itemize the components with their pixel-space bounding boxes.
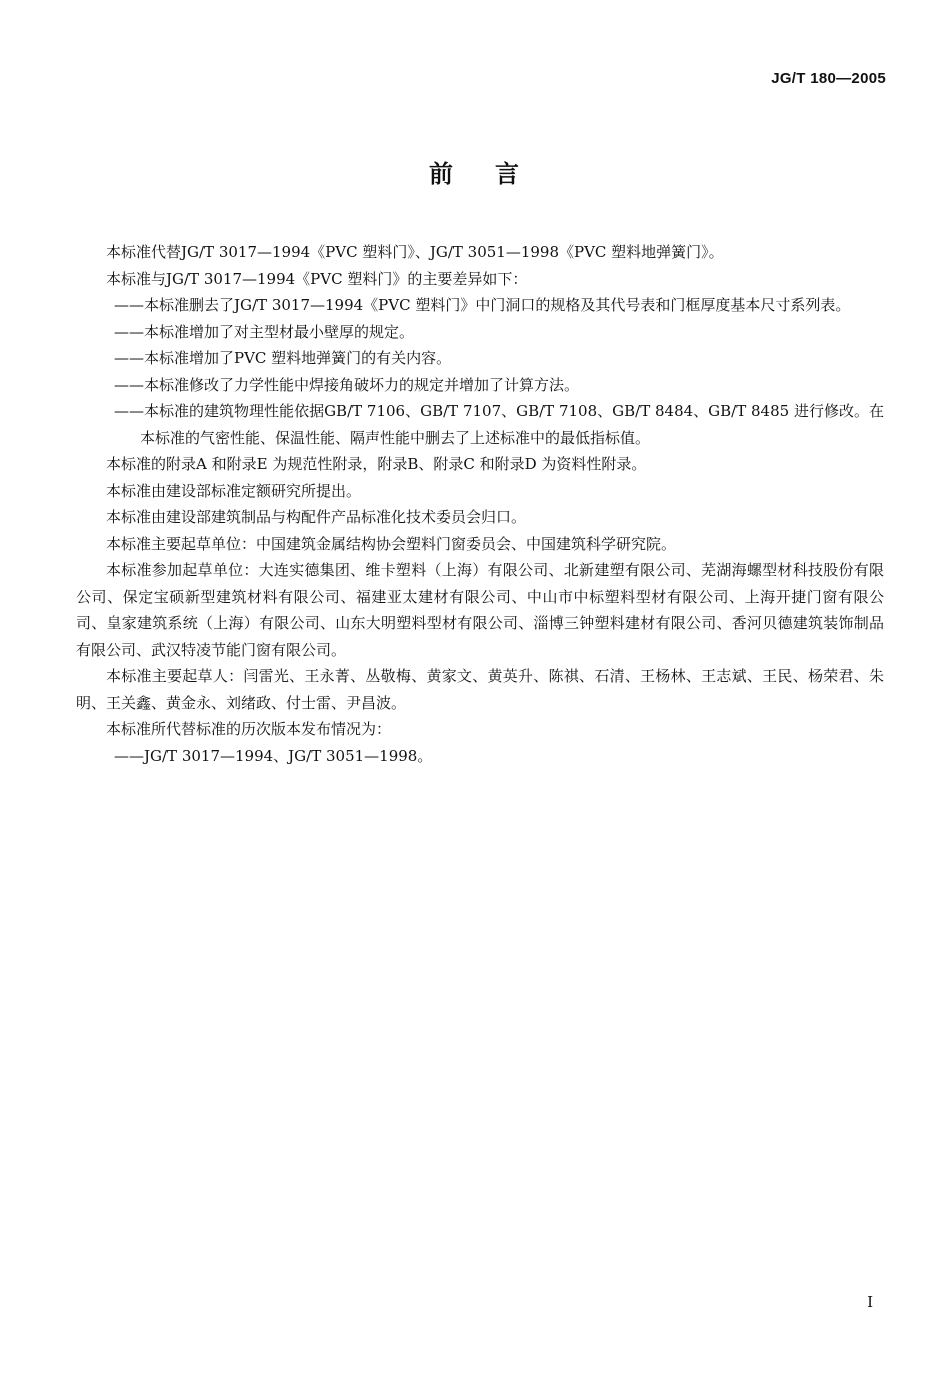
paragraph-main-drafting-units: 本标准主要起草单位：中国建筑金属结构协会塑料门窗委员会、中国建筑科学研究院。 xyxy=(106,534,677,553)
list-item: ——本标准增加了对主型材最小壁厚的规定。 xyxy=(114,322,415,341)
list-item: ——本标准修改了力学性能中焊接角破坏力的规定并增加了计算方法。 xyxy=(114,375,580,394)
standard-code: JG/T 180—2005 xyxy=(771,70,886,87)
page-number: I xyxy=(867,1293,873,1311)
list-item: ——JG/T 3017—1994、JG/T 3051—1998。 xyxy=(114,746,433,765)
list-item: ——本标准的建筑物理性能依据GB/T 7106、GB/T 7107、GB/T 7108、GB/T 8484、GB/T 8485 进行修改。在本标准的气密性能、保温性能、隔声性能中删去了上述标准中的最低指标值。 xyxy=(114,402,884,447)
list-item: ——本标准删去了JG/T 3017—1994《PVC 塑料门》中门洞口的规格及其代号表和门框厚度基本尺寸系列表。 xyxy=(114,296,851,314)
paragraph-main-drafters: 本标准主要起草人：闫雷光、王永菁、丛敬梅、黄家文、黄英升、陈祺、石清、王杨林、王志斌、王民、杨荣君、朱明、王关鑫、黄金永、刘绪政、付士雷、尹昌波。 xyxy=(76,667,884,712)
title-char-1: 前 xyxy=(429,160,455,188)
paragraph-participating-units: 本标准参加起草单位：大连实德集团、维卡塑料（上海）有限公司、北新建塑有限公司、芜湖海螺型材科技股份有限公司、保定宝硕新型建筑材料有限公司、福建亚太建材有限公司、中山市中标塑料型材有限公司、上海开捷门窗有限公司、皇家建筑系统（上海）有限公司、山东大明塑料型材有限公司、淄博三钟塑料建材有限公司、香河贝德建筑装饰制品有限公司、武汉特凌节能门窗有限公司。 xyxy=(76,561,884,659)
paragraph-history-intro: 本标准所代替标准的历次版本发布情况为： xyxy=(106,720,392,738)
paragraph-differences-intro: 本标准与JG/T 3017—1994《PVC 塑料门》的主要差异如下： xyxy=(106,269,528,288)
paragraph-proposed-by: 本标准由建设部标准定额研究所提出。 xyxy=(106,481,362,500)
foreword-body xyxy=(76,239,884,769)
list-item: ——本标准增加了PVC 塑料地弹簧门的有关内容。 xyxy=(114,349,452,367)
paragraph-under-jurisdiction: 本标准由建设部建筑制品与构配件产品标准化技术委员会归口。 xyxy=(106,508,527,526)
title-char-2: 言 xyxy=(495,160,521,188)
page-title xyxy=(0,154,950,189)
paragraph-appendices: 本标准的附录A 和附录E 为规范性附录，附录B、附录C 和附录D 为资料性附录。 xyxy=(106,455,647,473)
paragraph-replaces: 本标准代替JG/T 3017—1994《PVC 塑料门》、JG/T 3051—1998《PVC 塑料地弹簧门》。 xyxy=(106,243,724,261)
